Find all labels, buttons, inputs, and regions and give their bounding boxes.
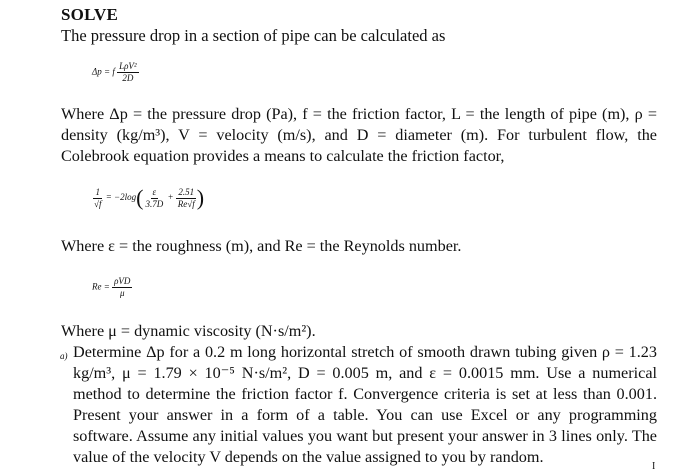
continuation-mark: I bbox=[652, 461, 656, 472]
pressure-formula-numerator: LρV² bbox=[119, 61, 137, 71]
colebrook-lhs-fraction bbox=[92, 188, 103, 209]
colebrook-plus: + bbox=[167, 192, 174, 203]
left-paren: ( bbox=[136, 185, 144, 210]
definitions-paragraph: Where Δp = the pressure drop (Pa), f = the friction factor, L = the length of pipe (m), ρ = density (kg/m³), V = velocity (m/s), and D = diameter (m). For turbulent flow, the Colebrook equation provides a means to calculate the friction factor, bbox=[61, 105, 657, 165]
pressure-formula-denominator: 2D bbox=[122, 73, 134, 83]
pressure-formula-fraction bbox=[117, 62, 139, 83]
colebrook-term1-numerator: ε bbox=[152, 186, 157, 197]
question-a: Determine Δp for a 0.2 m long horizontal stretch of smooth drawn tubing given ρ = 1.23 kg/m³, μ = 1.79 × 10⁻⁵ N·s/m², D = 0.005 m, and ε = 0.0015 mm. Use a numerical method to determine the friction factor f. Convergence criteria is set at less than 0.001. Present your answer in a form of a table. You can use Excel or any programming software. Assume any initial values you want but present your answer in 3 lines only. The value of the velocity V depends on the value assigned to you by random. bbox=[73, 343, 657, 466]
reynolds-numerator: ρVD bbox=[114, 276, 131, 286]
reynolds-fraction bbox=[112, 277, 132, 298]
pressure-formula-lhs: Δp = f bbox=[92, 66, 115, 77]
right-paren: ) bbox=[196, 185, 205, 210]
reynolds-formula bbox=[92, 277, 132, 298]
roughness-definition: Where ε = the roughness (m), and Re = the Reynolds number. bbox=[61, 237, 462, 255]
colebrook-equation bbox=[92, 187, 204, 209]
colebrook-lhs-numerator: 1 bbox=[95, 186, 100, 197]
colebrook-term1 bbox=[143, 188, 165, 209]
question-item-marker: a) bbox=[60, 351, 68, 361]
reynolds-denominator: μ bbox=[119, 288, 125, 298]
colebrook-mid: = −2log bbox=[105, 192, 137, 203]
reynolds-lhs: Re = bbox=[92, 281, 110, 292]
colebrook-term1-denominator: 3.7D bbox=[145, 198, 164, 209]
page-heading: SOLVE bbox=[61, 5, 119, 24]
colebrook-lhs-denominator: √f bbox=[94, 198, 102, 209]
pressure-drop-formula bbox=[92, 62, 139, 83]
colebrook-term2 bbox=[176, 188, 197, 209]
colebrook-term2-numerator: 2.51 bbox=[178, 186, 195, 197]
viscosity-definition: Where μ = dynamic viscosity (N·s/m²). bbox=[61, 322, 316, 340]
colebrook-term2-denominator: Re√f bbox=[177, 198, 195, 209]
intro-text: The pressure drop in a section of pipe can be calculated as bbox=[61, 26, 446, 45]
